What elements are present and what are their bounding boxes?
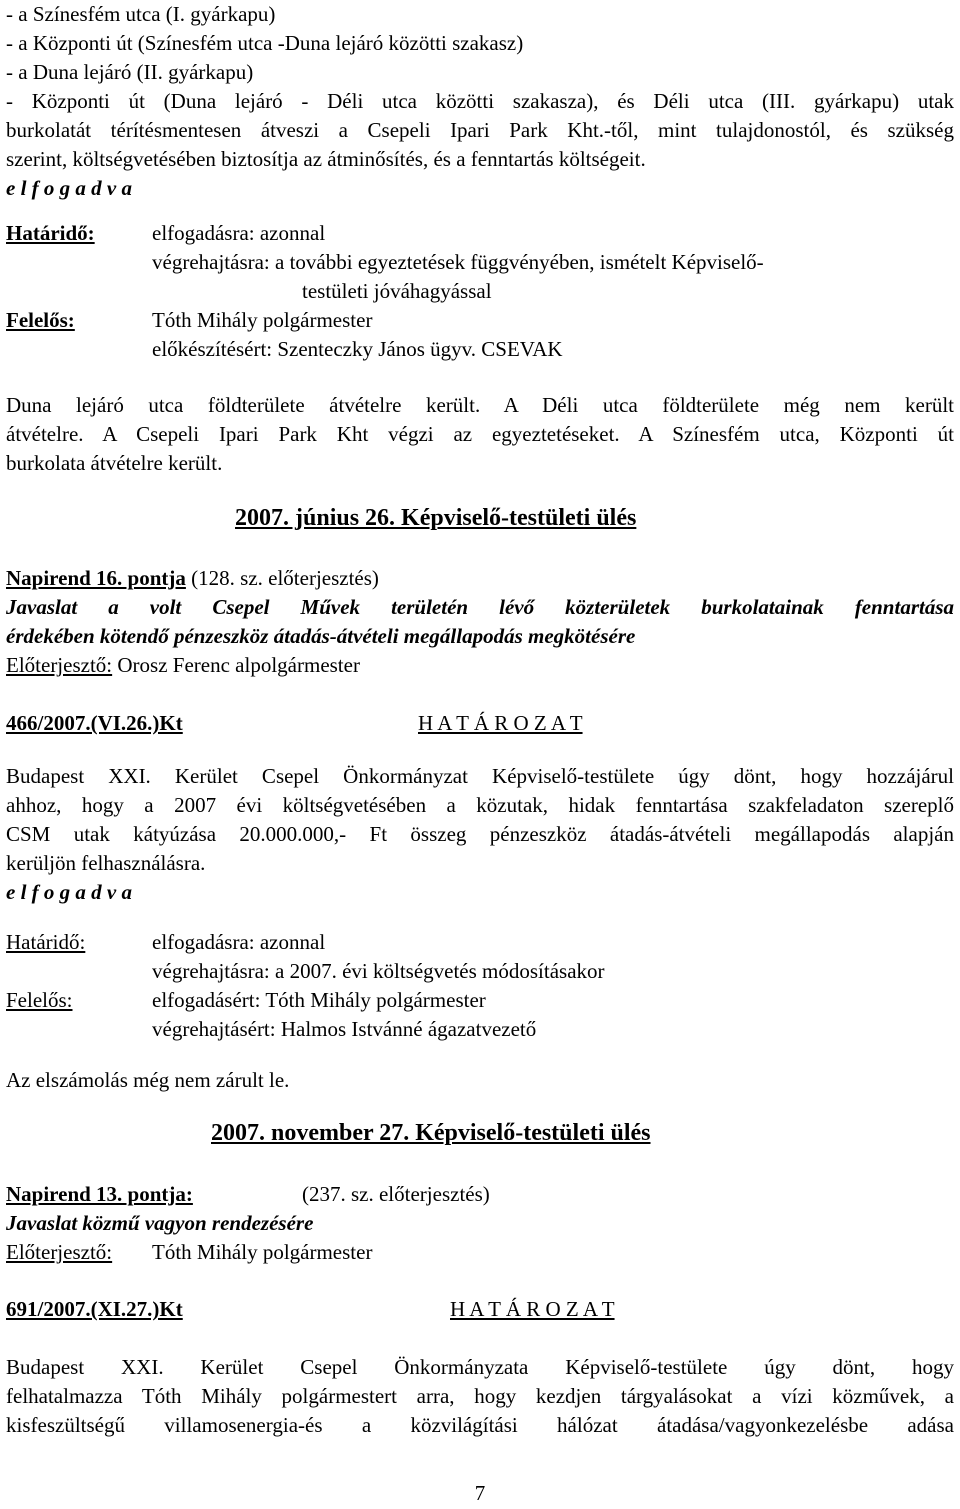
felelos-label: Felelős: <box>6 308 75 332</box>
eloterjeszto-name: Orosz Ferenc alpolgármester <box>112 653 360 677</box>
page-number: 7 <box>474 1481 486 1505</box>
hatarido-label: Határidő: <box>6 221 95 245</box>
intro-line: burkolatát térítésmentesen átveszi a Csepeli Ipari Park Kht.-től, mint tulajdonostól, és szükség <box>6 118 954 142</box>
resolution-body <box>6 762 954 907</box>
status-paragraph <box>6 391 954 478</box>
intro-line: - a Színesfém utca (I. gyárkapu) <box>6 2 276 26</box>
agenda-title-line: érdekében kötendő pénzeszköz átadás-átvételi megállapodás megkötésére <box>6 624 636 648</box>
eloterjeszto-label: Előterjesztő: <box>6 653 113 677</box>
intro-list <box>6 0 954 203</box>
status-line: Az elszámolás még nem zárult le. <box>6 1068 290 1092</box>
napirend-line <box>6 564 954 593</box>
resolution-line: kisfeszültségű villamosenergia-és a közvilágítási hálózat átadása/vagyonkezelésbe adása <box>6 1413 954 1437</box>
hatarozat-title: H A T Á R O Z A T <box>450 1297 615 1321</box>
resolution-line: kerüljön felhasználásra. <box>6 851 206 875</box>
status-line: átvételre. A Csepeli Ipari Park Kht végzi az egyeztetéseket. A Színesfém utca, Központi út <box>6 422 954 446</box>
agenda-title <box>6 593 954 651</box>
vegrehajtasra-text: végrehajtásra: a további egyeztetések függvényében, ismételt Képviselő- <box>152 250 764 274</box>
elokeszitesert-text: előkészítésért: Szenteczky János ügyv. CSEVAK <box>152 337 563 361</box>
hatarido-label: Határidő: <box>6 930 86 954</box>
elfogadasert-text: elfogadásért: Tóth Mihály polgármester <box>152 988 486 1012</box>
resolution-line: Budapest XXI. Kerület Csepel Önkormányzata Képviselő-testülete úgy dönt, hogy <box>6 1355 954 1379</box>
session-heading: 2007. június 26. Képviselő-testületi ülés <box>235 505 637 531</box>
napirend-sz: (237. sz. előterjesztés) <box>302 1182 490 1206</box>
felelos-text: Tóth Mihály polgármester <box>152 308 373 332</box>
resolution-line: ahhoz, hogy a 2007 évi költségvetésében a közutak, hidak fenntartása szakfeladaton szereplő <box>6 793 954 817</box>
elfogadasra-text: elfogadásra: azonnal <box>152 221 326 245</box>
resolution-number: 466/2007.(VI.26.)Kt <box>6 711 183 735</box>
napirend-label: Napirend 16. pontja <box>6 566 186 590</box>
elfogadva-label: e l f o g a d v a <box>6 880 132 904</box>
napirend-label: Napirend 13. pontja: <box>6 1182 193 1206</box>
session-heading: 2007. november 27. Képviselő-testületi ülés <box>211 1120 651 1146</box>
agenda-title-line: Javaslat a volt Csepel Művek területén lévő közterületek burkolatainak fenntartása <box>6 595 954 619</box>
eloterjeszto-label: Előterjesztő: <box>6 1240 113 1264</box>
intro-line: - a Duna lejáró (II. gyárkapu) <box>6 60 254 84</box>
resolution-line: CSM utak kátyúzása 20.000.000,- Ft összeg pénzeszköz átadás-átvételi megállapodás alapján <box>6 822 954 846</box>
elfogadasra-text: elfogadásra: azonnal <box>152 930 326 954</box>
intro-line: - Központi út (Duna lejáró - Déli utca közötti szakasza), és Déli utca (III. gyárkapu) utak <box>6 89 954 113</box>
intro-line: szerint, költségvetésében biztosítja az átminősítés, és a fenntartás költségeit. <box>6 147 646 171</box>
napirend-sz: (128. sz. előterjesztés) <box>185 566 379 590</box>
resolution-line: felhatalmazza Tóth Mihály polgármestert arra, hogy kezdjen tárgyalásokat a vízi közművek, a <box>6 1384 954 1408</box>
vegrehajtasra-text: végrehajtásra: a 2007. évi költségvetés módosításakor <box>152 959 605 983</box>
resolution-body <box>6 1353 954 1440</box>
status-line: Duna lejáró utca földterülete átvételre került. A Déli utca földterülete még nem került <box>6 393 954 417</box>
eloterjeszto-line <box>6 651 954 680</box>
vegrehajtasert-text: végrehajtásért: Halmos Istvánné ágazatvezető <box>152 1017 537 1041</box>
agenda-title: Javaslat közmű vagyon rendezésére <box>6 1211 314 1235</box>
hatarozat-title: H A T Á R O Z A T <box>418 711 583 735</box>
status-line: burkolata átvételre került. <box>6 451 223 475</box>
vegrehajtasra-cont: testületi jóváhagyással <box>302 279 492 303</box>
resolution-line: Budapest XXI. Kerület Csepel Önkormányzat Képviselő-testülete úgy dönt, hogy hozzájárul <box>6 764 954 788</box>
felelos-label: Felelős: <box>6 988 73 1012</box>
resolution-number: 691/2007.(XI.27.)Kt <box>6 1297 183 1321</box>
intro-line: - a Központi út (Színesfém utca -Duna lejáró közötti szakasz) <box>6 31 524 55</box>
eloterjeszto-name: Tóth Mihály polgármester <box>152 1240 373 1264</box>
elfogadva-label: e l f o g a d v a <box>6 176 132 200</box>
